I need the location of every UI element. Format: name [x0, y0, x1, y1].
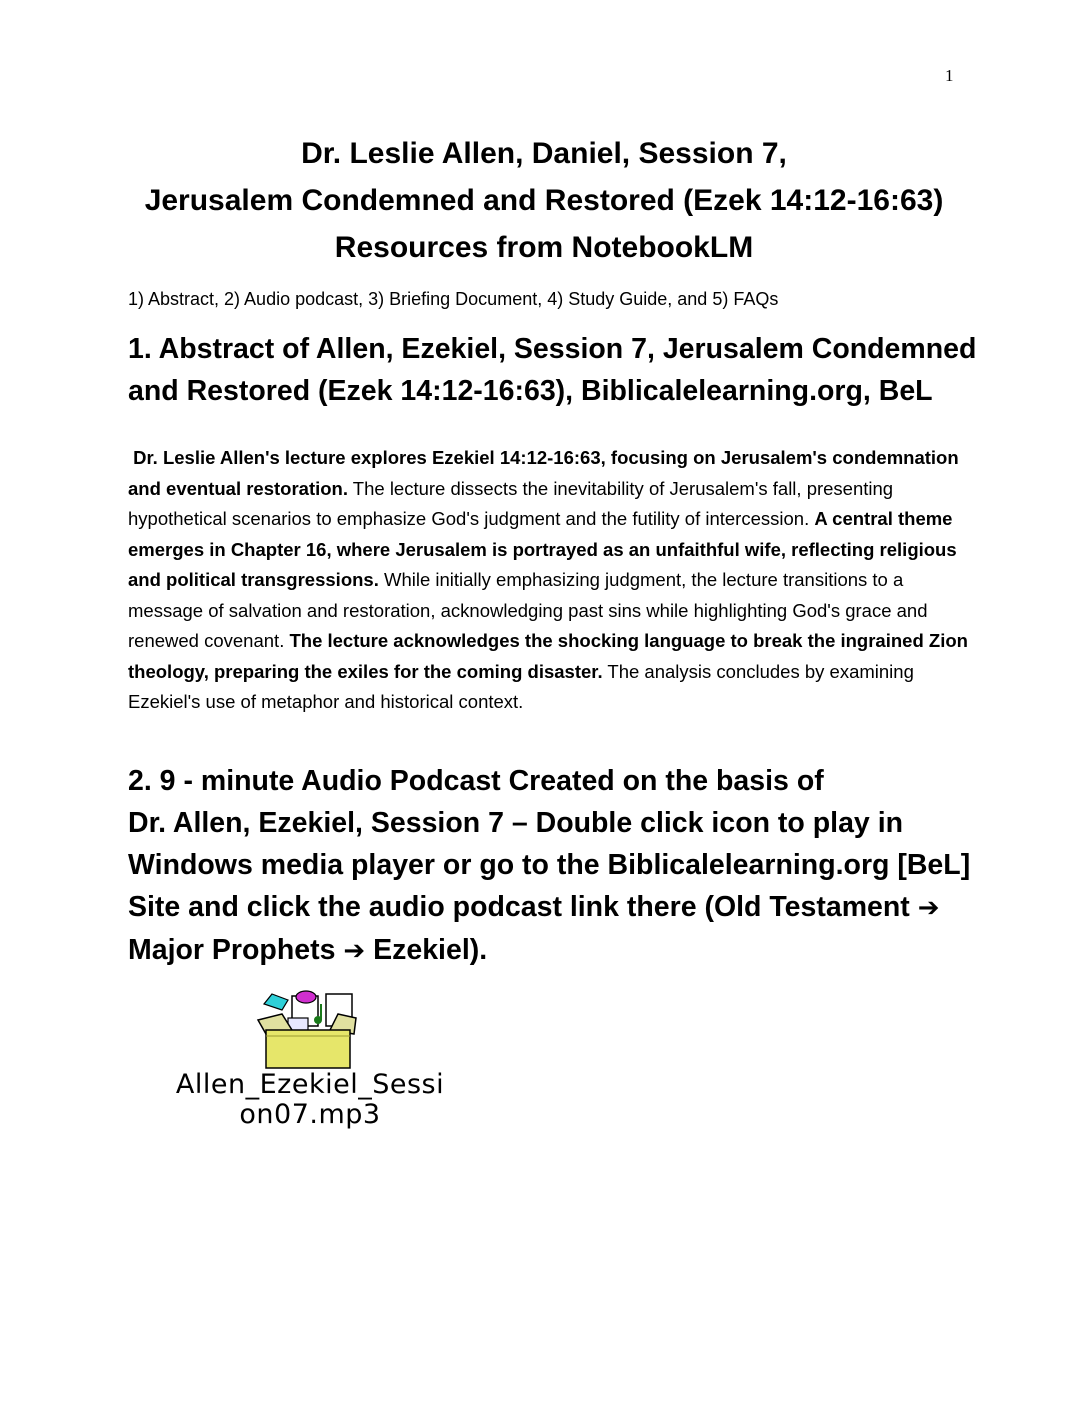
section-2-line-3: Windows media player or go to the Biblicalelearning.org [BeL]: [128, 849, 971, 881]
right-arrow-icon: ➔: [917, 893, 940, 923]
section-2-line-5-text-a: Major Prophets: [128, 934, 344, 966]
abstract-bold-1: Dr. Leslie Allen's lecture explores Ezekiel 14:12-16:63, focusing on Jerusalem's condemnation and eventual restoration.: [128, 447, 959, 499]
document-title: [90, 130, 998, 271]
section-1-heading-line-1: 1. Abstract of Allen, Ezekiel, Session 7, Jerusalem Condemned: [128, 333, 977, 365]
audio-filename-line-1: Allen_Ezekiel_Sessi: [175, 1069, 445, 1100]
title-line-2: Jerusalem Condemned and Restored (Ezek 14:12-16:63): [144, 184, 944, 217]
contents-line: 1) Abstract, 2) Audio podcast, 3) Briefing Document, 4) Study Guide, and 5) FAQs: [128, 289, 779, 309]
section-2-line-5-text-b: Ezekiel).: [365, 934, 488, 966]
section-2-line-2: Dr. Allen, Ezekiel, Session 7 – Double click icon to play in: [128, 807, 904, 839]
title-line-3: Resources from NotebookLM: [334, 231, 754, 264]
abstract-text-2: While initially emphasizing judgment, the lecture transitions to a message of salvation and restoration, acknowledging past sins while highlighting God's grace and renewed covenant.: [128, 569, 928, 651]
section-2-line-5: [128, 929, 973, 972]
audio-filename-line-2: on07.mp3: [239, 1099, 381, 1130]
page-number: 1: [945, 66, 954, 85]
abstract-paragraph: [128, 443, 968, 718]
audio-filename[interactable]: [130, 1070, 490, 1130]
abstract-text-1: The lecture dissects the inevitability of Jerusalem's fall, presenting hypothetical scenarios to emphasize God's judgment and the futility of intercession.: [128, 477, 894, 529]
abstract-text-3: The analysis concludes by examining Ezekiel's use of metaphor and historical context.: [128, 660, 914, 712]
section-2-line-4: [128, 886, 973, 929]
section-2-line-1: 2. 9 - minute Audio Podcast Created on the basis of: [128, 765, 824, 797]
right-arrow-icon: ➔: [343, 936, 366, 966]
section-2-heading: [128, 760, 973, 972]
section-2-line-4-text: Site and click the audio podcast link there (Old Testament: [128, 891, 918, 923]
package-icon[interactable]: [252, 990, 364, 1070]
audio-file-attachment[interactable]: [130, 990, 490, 1140]
abstract-bold-2: A central theme emerges in Chapter 16, where Jerusalem is portrayed as an unfaithful wife, reflecting religious and political transgressions.: [128, 508, 957, 590]
abstract-bold-3: The lecture acknowledges the shocking language to break the ingrained Zion theology, preparing the exiles for the coming disaster.: [128, 630, 968, 682]
section-1-heading: [128, 328, 977, 412]
section-1-heading-line-2: and Restored (Ezek 14:12-16:63), Biblicalelearning.org, BeL: [128, 375, 933, 407]
title-line-1: Dr. Leslie Allen, Daniel, Session 7,: [301, 137, 787, 170]
